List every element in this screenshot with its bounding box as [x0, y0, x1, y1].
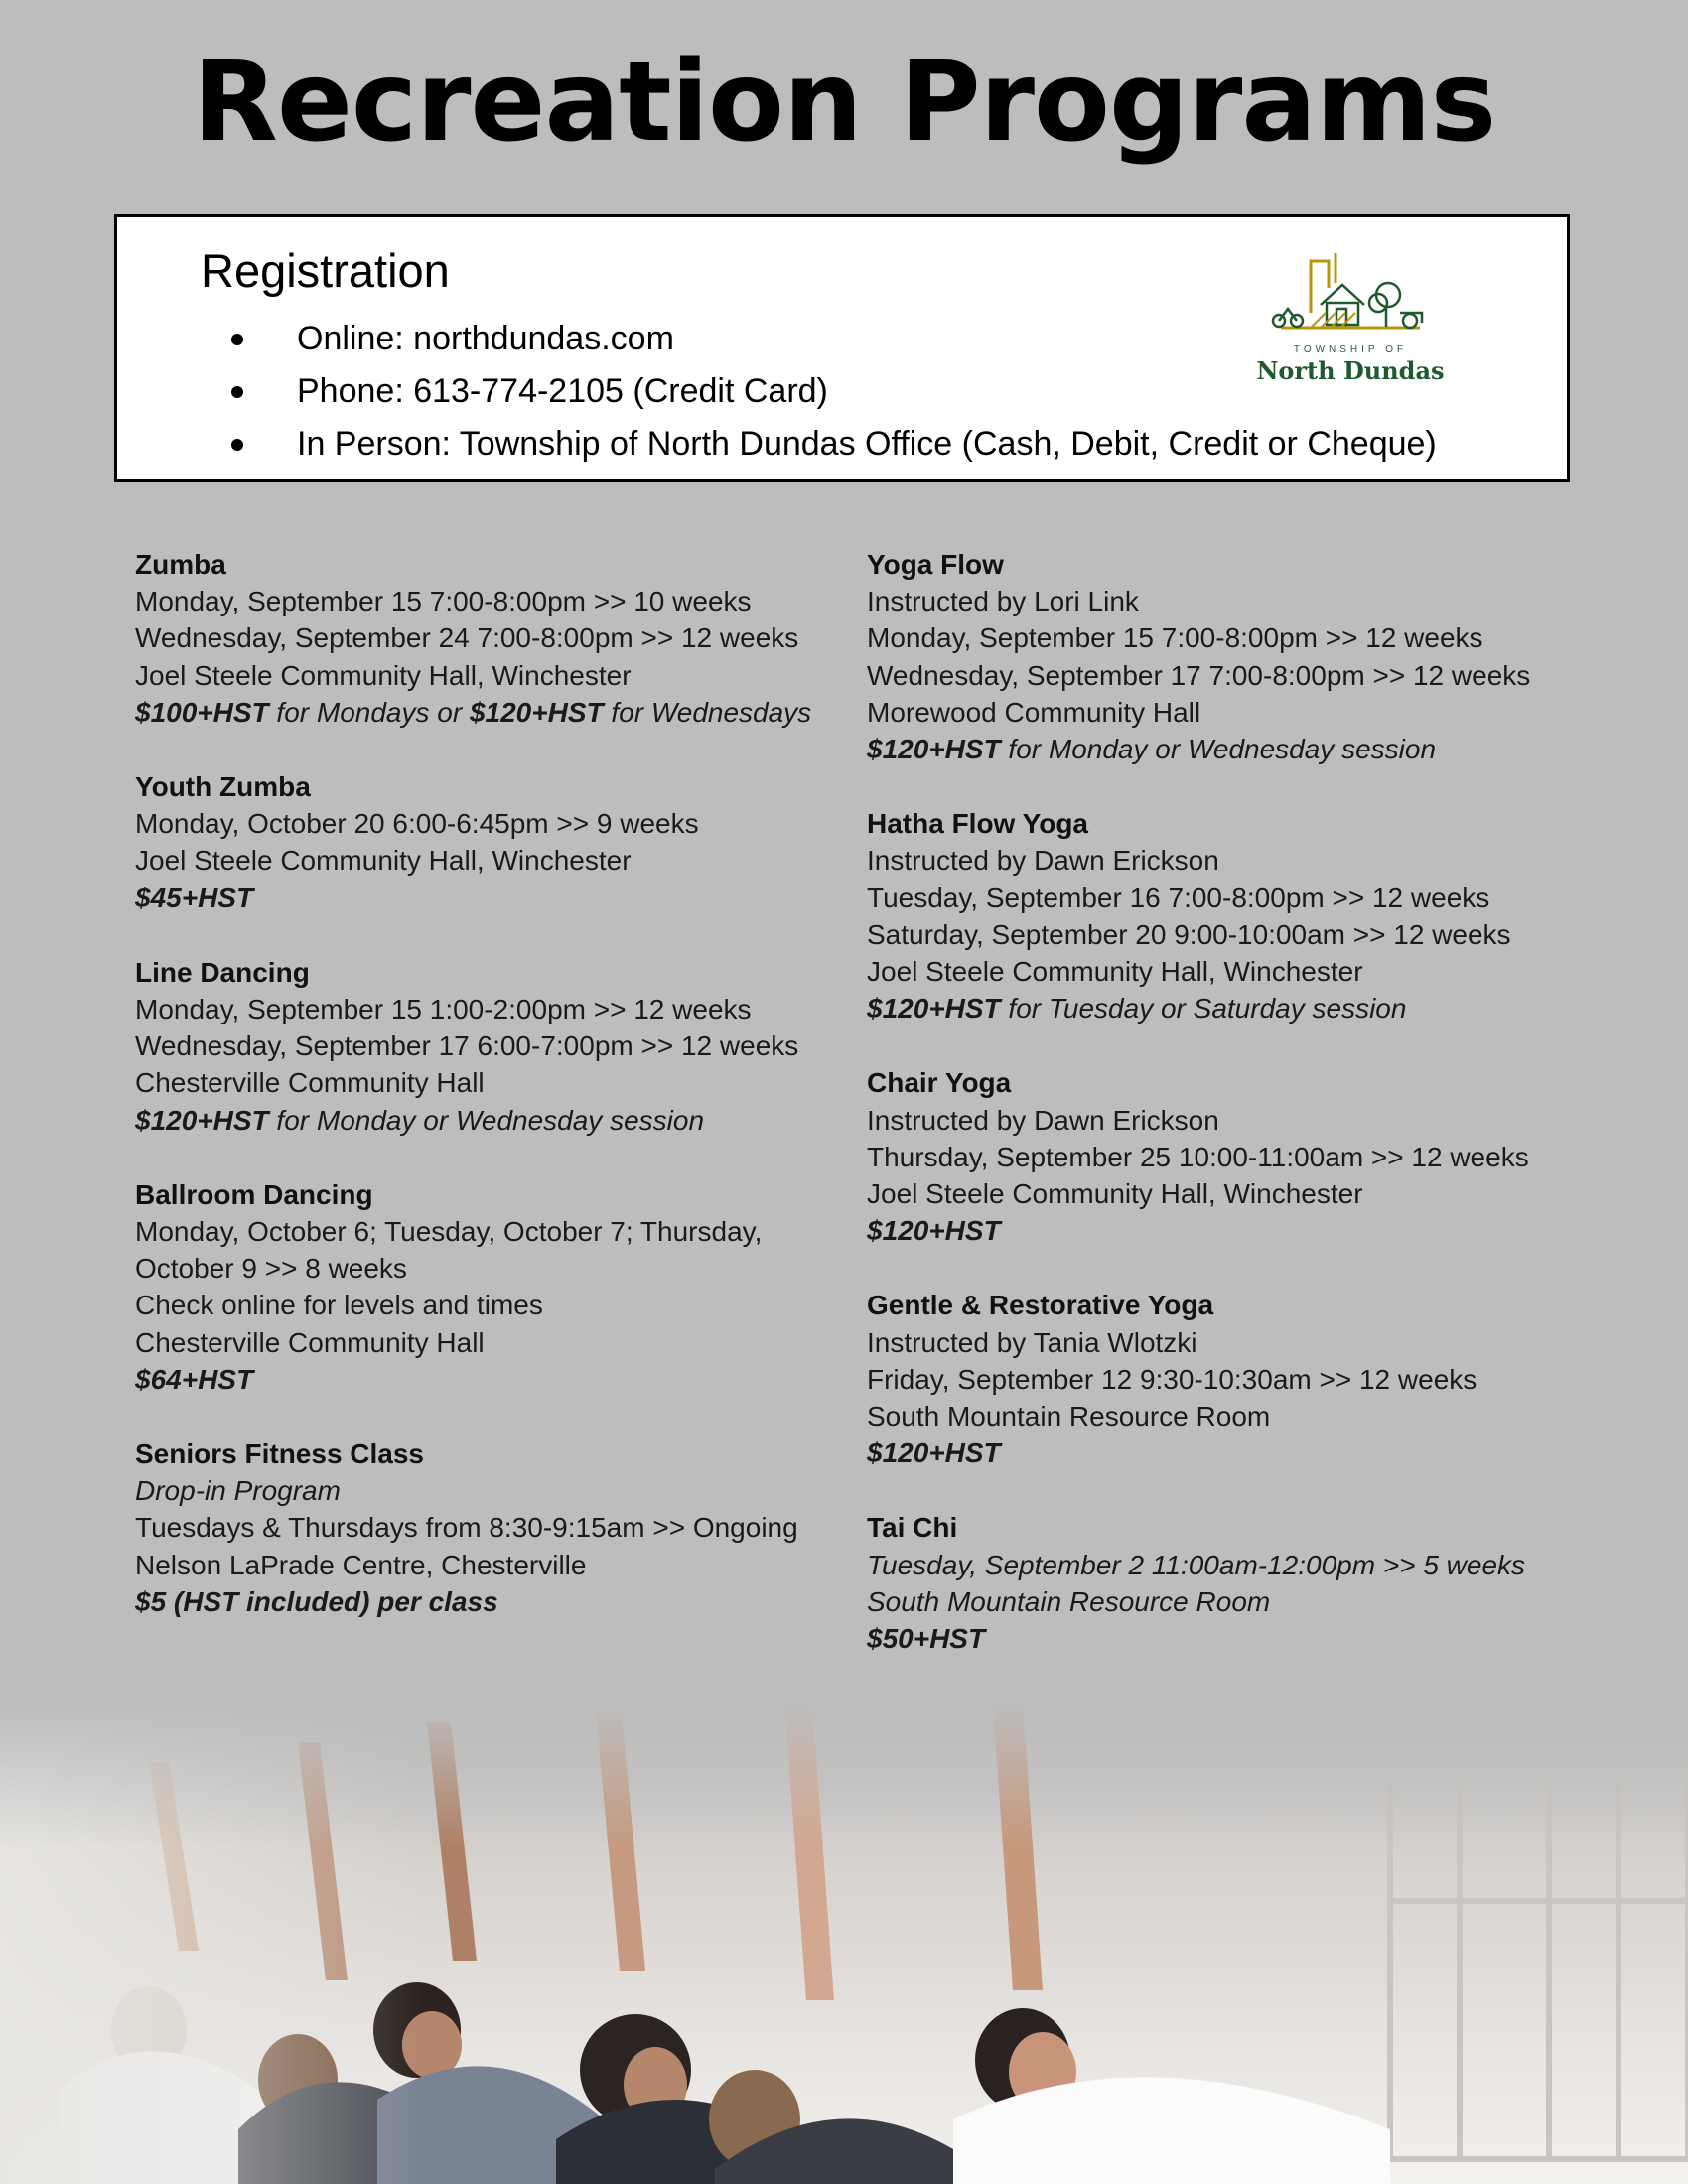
registration-item-in-person — [202, 418, 1437, 471]
program-name: Youth Zumba — [135, 771, 311, 803]
price-text: for Monday or Wednesday session — [268, 1104, 705, 1136]
price-text: for Wednesdays — [603, 696, 812, 728]
registration-box — [114, 214, 1570, 482]
program-price — [867, 990, 1582, 1026]
program-detail: Chesterville Community Hall — [135, 1326, 485, 1358]
program-detail: Joel Steele Community Hall, Winchester — [867, 956, 1363, 988]
program-detail: Instructed by Dawn Erickson — [867, 845, 1219, 877]
program-detail: Wednesday, September 24 7:00-8:00pm >> 12 weeks — [135, 622, 799, 654]
program-detail: Monday, October 20 6:00-6:45pm >> 9 weeks — [135, 808, 699, 840]
program-price — [135, 694, 850, 731]
program-name: Hatha Flow Yoga — [867, 808, 1088, 840]
program-seniors-fitness-class — [135, 1435, 850, 1620]
program-price — [135, 1361, 850, 1398]
program-detail: Joel Steele Community Hall, Winchester — [867, 1178, 1363, 1210]
program-detail: Wednesday, September 17 6:00-7:00pm >> 12 weeks — [135, 1030, 799, 1062]
price-amount: $120+HST — [867, 993, 1001, 1024]
price-text: for Tuesday or Saturday session — [1000, 993, 1407, 1024]
program-price — [867, 731, 1582, 767]
program-detail: Thursday, September 25 10:00-11:00am >> 12 weeks — [867, 1141, 1529, 1172]
program-name: Chair Yoga — [867, 1067, 1012, 1099]
program-name: Seniors Fitness Class — [135, 1438, 425, 1470]
program-detail: Instructed by Lori Link — [867, 586, 1139, 617]
program-detail: Monday, September 15 7:00-8:00pm >> 10 weeks — [135, 586, 752, 617]
program-price — [135, 1583, 850, 1620]
program-detail: Monday, September 15 1:00-2:00pm >> 12 weeks — [135, 994, 752, 1025]
program-detail: Check online for levels and times — [135, 1290, 543, 1321]
program-price — [867, 1212, 1582, 1249]
program-line-dancing — [135, 954, 850, 1139]
program-detail: Joel Steele Community Hall, Winchester — [135, 659, 632, 691]
program-name: Zumba — [135, 549, 226, 580]
registration-item-in-person-text: In Person: Township of North Dundas Office (Cash, Debit, Credit or Cheque) — [297, 425, 1437, 463]
program-detail: Instructed by Dawn Erickson — [867, 1104, 1219, 1136]
yoga-class-photo — [0, 1703, 1688, 2184]
yoga-class-illustration — [0, 1703, 1688, 2184]
price-amount: $100+HST — [135, 696, 269, 728]
program-detail: October 9 >> 8 weeks — [135, 1253, 407, 1285]
program-detail: Tuesdays & Thursdays from 8:30-9:15am >> Ongoing — [135, 1512, 798, 1544]
program-price — [135, 1102, 850, 1139]
program-detail: Friday, September 12 9:30-10:30am >> 12 weeks — [867, 1363, 1477, 1395]
program-name: Yoga Flow — [867, 549, 1004, 580]
page-title: Recreation Programs — [192, 38, 1496, 167]
program-chair-yoga — [867, 1064, 1582, 1249]
price-text: for Mondays or — [268, 696, 470, 728]
program-price — [867, 1620, 1582, 1657]
programs-right-column — [867, 546, 1582, 1695]
program-price — [867, 1434, 1582, 1471]
price-amount: $120+HST — [469, 696, 604, 728]
program-detail: South Mountain Resource Room — [867, 1401, 1271, 1433]
program-note: Drop-in Program — [135, 1475, 341, 1507]
program-detail: Joel Steele Community Hall, Winchester — [135, 845, 632, 877]
program-name: Gentle & Restorative Yoga — [867, 1290, 1214, 1321]
program-tai-chi — [867, 1509, 1582, 1657]
program-detail: Saturday, September 20 9:00-10:00am >> 12 weeks — [867, 918, 1511, 950]
program-gentle-restorative-yoga — [867, 1287, 1582, 1471]
program-detail: Wednesday, September 17 7:00-8:00pm >> 12 weeks — [867, 659, 1531, 691]
north-dundas-logo — [1251, 243, 1479, 392]
programs-left-column — [135, 546, 850, 1658]
price-amount: $120+HST — [135, 1104, 269, 1136]
program-detail: Instructed by Tania Wlotzki — [867, 1326, 1197, 1358]
program-detail: Morewood Community Hall — [867, 696, 1201, 728]
price-text: for Monday or Wednesday session — [1000, 734, 1437, 765]
program-zumba — [135, 546, 850, 731]
price-amount: $64+HST — [135, 1363, 254, 1395]
registration-heading: Registration — [201, 244, 450, 297]
logo-small-text: TOWNSHIP OF — [1293, 344, 1408, 355]
program-detail: Tuesday, September 16 7:00-8:00pm >> 12 weeks — [867, 882, 1490, 913]
program-price — [135, 880, 850, 916]
program-name: Line Dancing — [135, 956, 310, 988]
registration-item-phone-text: Phone: 613-774-2105 (Credit Card) — [297, 372, 828, 410]
registration-item-online-text: Online: northdundas.com — [297, 320, 674, 357]
price-amount: $5 (HST included) per class — [135, 1585, 498, 1617]
bullet-icon — [231, 386, 243, 398]
program-name: Tai Chi — [867, 1512, 958, 1544]
bullet-icon — [231, 439, 243, 451]
program-ballroom-dancing — [135, 1176, 850, 1398]
program-detail: Tuesday, September 2 11:00am-12:00pm >> 5 weeks — [867, 1549, 1526, 1580]
price-amount: $50+HST — [867, 1623, 986, 1655]
program-youth-zumba — [135, 768, 850, 916]
program-name: Ballroom Dancing — [135, 1178, 373, 1210]
program-detail: Chesterville Community Hall — [135, 1067, 485, 1099]
township-emblem-icon — [1251, 243, 1450, 342]
logo-name: North Dundas — [1256, 356, 1445, 385]
program-hatha-flow-yoga — [867, 805, 1582, 1026]
program-detail: Monday, September 15 7:00-8:00pm >> 12 weeks — [867, 622, 1483, 654]
price-amount: $120+HST — [867, 734, 1001, 765]
price-amount: $120+HST — [867, 1215, 1001, 1247]
price-amount: $120+HST — [867, 1437, 1001, 1469]
program-detail: South Mountain Resource Room — [867, 1585, 1271, 1617]
program-detail: Monday, October 6; Tuesday, October 7; Thursday, — [135, 1216, 763, 1248]
program-yoga-flow — [867, 546, 1582, 767]
bullet-icon — [231, 334, 243, 345]
price-amount: $45+HST — [135, 882, 254, 913]
program-detail: Nelson LaPrade Centre, Chesterville — [135, 1549, 587, 1580]
